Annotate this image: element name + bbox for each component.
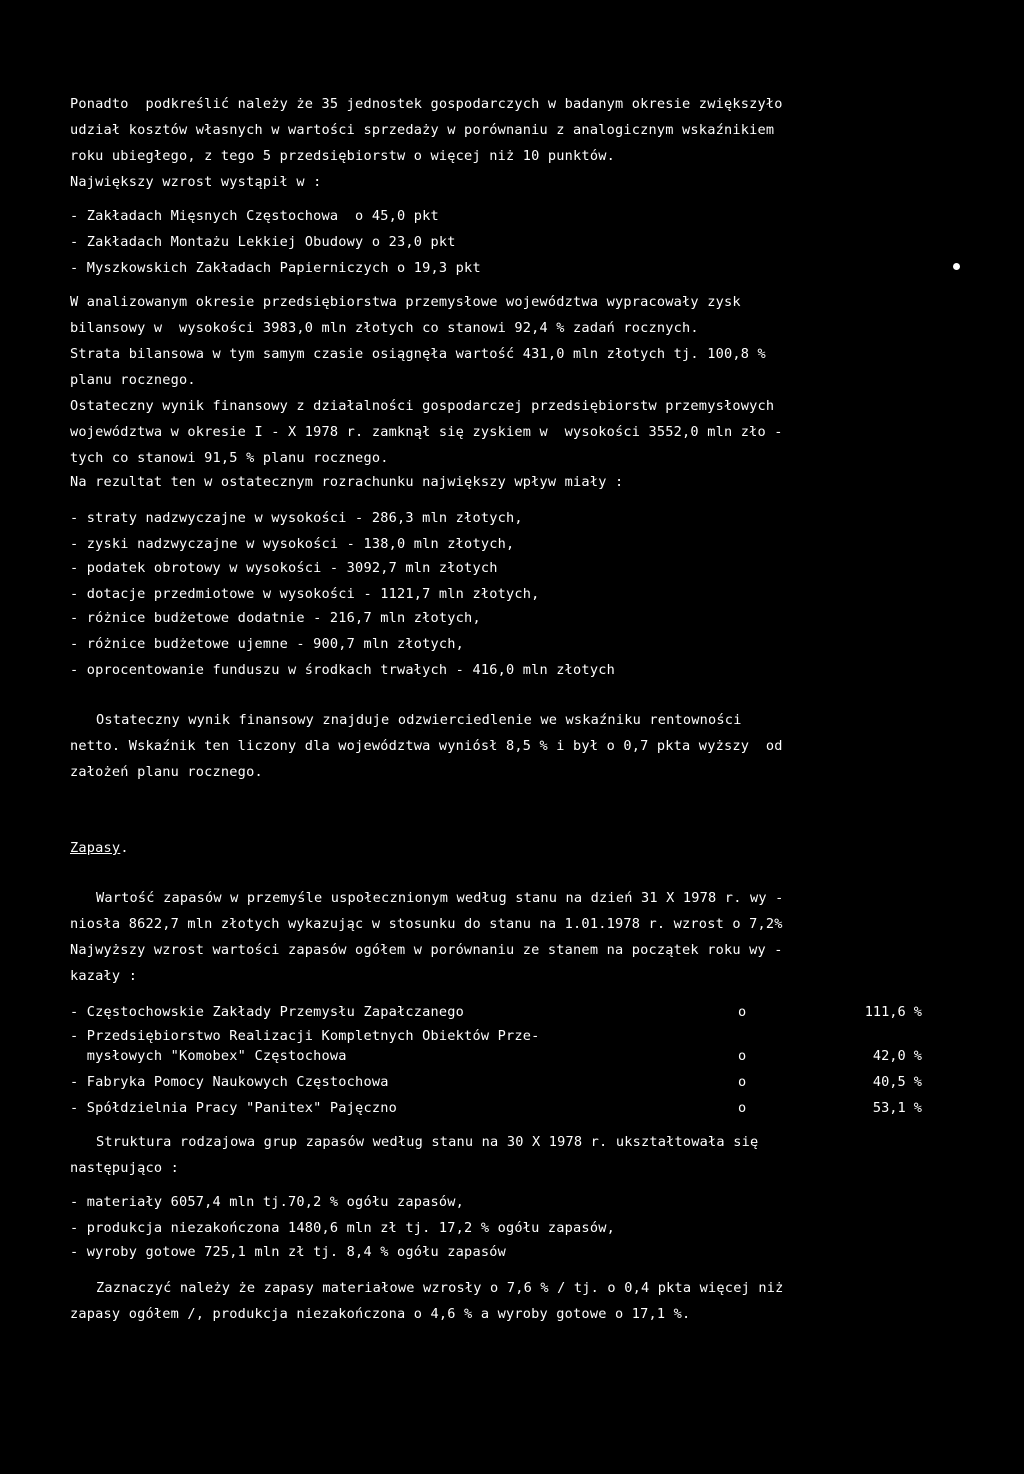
text-line: województwa w okresie I - X 1978 r. zamknął się zyskiem w wysokości 3552,0 mln zło - [70,424,783,440]
section-heading-text: Zapasy [70,840,121,856]
text-line: netto. Wskaźnik ten liczony dla województwa wyniósł 8,5 % i był o 0,7 pkta wyższy od [70,738,783,754]
list-item: - Zakładach Montażu Lekkiej Obudowy o 23,0 pkt [70,234,456,250]
list-item: - oprocentowanie funduszu w środkach trwałych - 416,0 mln złotych [70,662,615,678]
text-line: założeń planu rocznego. [70,764,263,780]
list-item: - produkcja niezakończona 1480,6 mln zł tj. 17,2 % ogółu zapasów, [70,1220,615,1236]
list-item: - podatek obrotowy w wysokości - 3092,7 mln złotych [70,560,498,576]
list-item: - wyroby gotowe 725,1 mln zł tj. 8,4 % ogółu zapasów [70,1244,506,1260]
list-item: - straty nadzwyczajne w wysokości - 286,3 mln złotych, [70,510,523,526]
text-line: Ostateczny wynik finansowy znajduje odzwierciedlenie we wskaźniku rentowności [96,712,742,728]
text-line: Największy wzrost wystąpił w : [70,174,322,190]
table-cell-value: 53,1 % [872,1100,922,1116]
list-item: - różnice budżetowe ujemne - 900,7 mln złotych, [70,636,465,652]
list-item: - zyski nadzwyczajne w wysokości - 138,0 mln złotych, [70,536,515,552]
text-line: Strata bilansowa w tym samym czasie osiągnęła wartość 431,0 mln złotych tj. 100,8 % [70,346,766,362]
text-line: Na rezultat ten w ostatecznym rozrachunku największy wpływ miały : [70,474,624,490]
table-cell-name: - Spółdzielnia Pracy "Panitex" Pajęczno [70,1100,397,1116]
table-cell-value: 111,6 % [864,1004,922,1020]
list-item: - dotacje przedmiotowe w wysokości - 1121,7 mln złotych, [70,586,540,602]
text-line: Struktura rodzajowa grup zapasów według stanu na 30 X 1978 r. ukształtowała się [96,1134,759,1150]
list-item: - Myszkowskich Zakładach Papierniczych o 19,3 pkt [70,260,481,276]
text-line: roku ubiegłego, z tego 5 przedsiębiorstw o więcej niż 10 punktów. [70,148,615,164]
section-heading-suffix: . [120,840,129,856]
text-line: Zaznaczyć należy że zapasy materiałowe wzrosły o 7,6 % / tj. o 0,4 pkta więcej niż [96,1280,784,1296]
section-heading [70,838,129,858]
table-cell-o: o [738,1004,747,1020]
list-item: - Zakładach Mięsnych Częstochowa o 45,0 pkt [70,208,439,224]
text-line: następująco : [70,1160,179,1176]
text-line: kazały : [70,968,138,984]
table-cell-value: 40,5 % [872,1074,922,1090]
list-item: - różnice budżetowe dodatnie - 216,7 mln złotych, [70,610,481,626]
text-line: planu rocznego. [70,372,196,388]
text-line: bilansowy w wysokości 3983,0 mln złotych co stanowi 92,4 % zadań rocznych. [70,320,699,336]
text-line: Ostateczny wynik finansowy z działalności gospodarczej przedsiębiorstw przemysłowych [70,398,775,414]
table-cell-o: o [738,1100,747,1116]
text-line: Wartość zapasów w przemyśle uspołecznionym według stanu na dzień 31 X 1978 r. wy - [96,890,784,906]
text-line: niosła 8622,7 mln złotych wykazując w stosunku do stanu na 1.01.1978 r. wzrost o 7,2% [70,916,783,932]
text-line: Najwyższy wzrost wartości zapasów ogółem w porównaniu ze stanem na początek roku wy - [70,942,783,958]
table-cell-name: - Fabryka Pomocy Naukowych Częstochowa [70,1074,389,1090]
table-cell-name: - Przedsiębiorstwo Realizacji Kompletnych Obiektów Prze- mysłowych "Komobex" Częstochowa [70,1028,540,1064]
table-cell-value: 42,0 % [872,1048,922,1064]
text-line: W analizowanym okresie przedsiębiorstwa przemysłowe województwa wypracowały zysk [70,294,741,310]
table-cell-name: - Częstochowskie Zakłady Przemysłu Zapałczanego [70,1004,465,1020]
list-item: - materiały 6057,4 mln tj.70,2 % ogółu zapasów, [70,1194,465,1210]
bullet-mark-icon [953,263,960,270]
text-line: tych co stanowi 91,5 % planu rocznego. [70,450,389,466]
text-line: udział kosztów własnych w wartości sprzedaży w porównaniu z analogicznym wskaźnikiem [70,122,775,138]
table-cell-o: o [738,1074,747,1090]
text-line: zapasy ogółem /, produkcja niezakończona o 4,6 % a wyroby gotowe o 17,1 %. [70,1306,691,1322]
table-cell-o: o [738,1048,747,1064]
text-line: Ponadto podkreślić należy że 35 jednostek gospodarczych w badanym okresie zwiększyło [70,96,783,112]
